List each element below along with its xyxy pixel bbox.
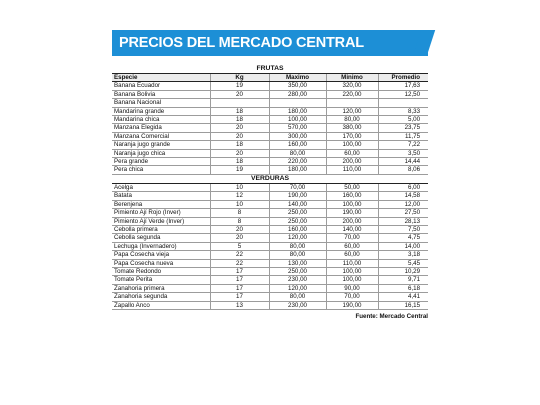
table-cell: 10,29 <box>378 267 428 275</box>
table-cell: 20 <box>210 124 269 132</box>
table-cell: 80,00 <box>269 293 326 301</box>
table-cell: 90,00 <box>326 284 378 292</box>
table-cell: Papa Cosecha nueva <box>112 259 210 267</box>
table-row <box>112 217 428 225</box>
table-cell: 120,00 <box>326 107 378 115</box>
table-cell: 100,00 <box>326 200 378 208</box>
table-row <box>112 200 428 208</box>
table-cell: 22 <box>210 259 269 267</box>
table-cell: 80,00 <box>269 251 326 259</box>
column-header: Maximo <box>269 74 326 82</box>
table-row <box>112 251 428 259</box>
table-cell: 60,00 <box>326 251 378 259</box>
table-cell: Banana Nacional <box>112 99 210 107</box>
table-cell: Manzana Elegida <box>112 124 210 132</box>
table-cell <box>269 99 326 107</box>
table-cell: Lechuga (Invernadero) <box>112 242 210 250</box>
table-row <box>112 158 428 166</box>
table-cell: 8 <box>210 217 269 225</box>
table-cell: 220,00 <box>269 158 326 166</box>
table-cell: 250,00 <box>269 217 326 225</box>
table-cell: 80,00 <box>326 116 378 124</box>
table-row <box>112 99 428 107</box>
table-cell: 6,00 <box>378 183 428 191</box>
table-row <box>112 284 428 292</box>
table-cell: 12 <box>210 192 269 200</box>
table-cell: Pera grande <box>112 158 210 166</box>
table-cell: 17 <box>210 276 269 284</box>
price-sheet <box>112 30 428 320</box>
table-cell: 190,00 <box>326 209 378 217</box>
table-cell: 10 <box>210 183 269 191</box>
table-cell: 12,00 <box>378 200 428 208</box>
table-cell: 6,18 <box>378 284 428 292</box>
table-cell: 570,00 <box>269 124 326 132</box>
table-row <box>112 90 428 98</box>
table-cell: 140,00 <box>326 225 378 233</box>
table-row <box>112 242 428 250</box>
title-banner <box>112 30 428 56</box>
table-cell: 17 <box>210 267 269 275</box>
source-note: Fuente: Mercado Central <box>355 312 428 320</box>
table-cell: 17 <box>210 293 269 301</box>
table-cell: Banana Bolivia <box>112 90 210 98</box>
table-cell: Tomate Redondo <box>112 267 210 275</box>
table-cell: 20 <box>210 90 269 98</box>
table-cell: Cebolla primera <box>112 225 210 233</box>
table-cell: 100,00 <box>326 267 378 275</box>
table-cell: 20 <box>210 149 269 157</box>
table-row <box>112 225 428 233</box>
table-cell: 18 <box>210 158 269 166</box>
section-title: FRUTAS <box>112 65 428 74</box>
table-cell: 220,00 <box>326 90 378 98</box>
table-cell: 50,00 <box>326 183 378 191</box>
table-row <box>112 209 428 217</box>
table-cell: 10 <box>210 200 269 208</box>
table-cell: 190,00 <box>326 301 378 309</box>
table-cell: 380,00 <box>326 124 378 132</box>
page-title: PRECIOS DEL MERCADO CENTRAL <box>112 30 428 56</box>
table-cell: 100,00 <box>326 276 378 284</box>
table-cell: 110,00 <box>326 166 378 174</box>
table-cell: 320,00 <box>326 82 378 90</box>
table-cell: 70,00 <box>269 183 326 191</box>
table-cell: 7,22 <box>378 141 428 149</box>
table-cell: 11,75 <box>378 132 428 140</box>
table-cell: 5 <box>210 242 269 250</box>
table-cell: 8,06 <box>378 166 428 174</box>
table-cell: 110,00 <box>326 259 378 267</box>
table-cell: 120,00 <box>269 234 326 242</box>
table-cell: 180,00 <box>269 166 326 174</box>
table-cell: 250,00 <box>269 209 326 217</box>
table-row <box>112 276 428 284</box>
section-header-row <box>112 65 428 74</box>
table-cell: 230,00 <box>269 301 326 309</box>
table-cell: 160,00 <box>269 141 326 149</box>
table-cell: Mandarina chica <box>112 116 210 124</box>
table-cell: 17,63 <box>378 82 428 90</box>
table-cell: 280,00 <box>269 90 326 98</box>
table-cell: 12,50 <box>378 90 428 98</box>
column-header: Especie <box>112 74 210 82</box>
table-cell: Naranja jugo grande <box>112 141 210 149</box>
table-cell: 4,41 <box>378 293 428 301</box>
table-cell: 9,71 <box>378 276 428 284</box>
table-row <box>112 301 428 309</box>
table-cell: 250,00 <box>269 267 326 275</box>
table-cell: 5,00 <box>378 116 428 124</box>
table-row <box>112 116 428 124</box>
table-cell: 20 <box>210 132 269 140</box>
table-cell: Banana Ecuador <box>112 82 210 90</box>
table-cell: Tomate Perita <box>112 276 210 284</box>
table-cell: 230,00 <box>269 276 326 284</box>
table-cell: 19 <box>210 166 269 174</box>
table-cell: 70,00 <box>326 293 378 301</box>
table-cell: 13 <box>210 301 269 309</box>
table-cell: 8,33 <box>378 107 428 115</box>
table-cell: Acelga <box>112 183 210 191</box>
table-cell: 80,00 <box>269 149 326 157</box>
table-cell: 14,44 <box>378 158 428 166</box>
table-row <box>112 141 428 149</box>
table-cell: 60,00 <box>326 242 378 250</box>
table-cell: 200,00 <box>326 217 378 225</box>
table-cell: 28,13 <box>378 217 428 225</box>
column-header: Kg <box>210 74 269 82</box>
table-cell: Pimiento Ají Rojo (Inver) <box>112 209 210 217</box>
table-cell: 120,00 <box>269 284 326 292</box>
table-cell: 60,00 <box>326 149 378 157</box>
table-cell: 14,58 <box>378 192 428 200</box>
table-cell: 190,00 <box>269 192 326 200</box>
price-table <box>112 65 428 310</box>
table-cell: 20 <box>210 234 269 242</box>
table-cell: Mandarina grande <box>112 107 210 115</box>
table-cell: 170,00 <box>326 132 378 140</box>
table-row <box>112 132 428 140</box>
table-cell: 80,00 <box>269 242 326 250</box>
table-cell: Batata <box>112 192 210 200</box>
table-cell: Zanahoria primera <box>112 284 210 292</box>
table-cell: 3,18 <box>378 251 428 259</box>
table-cell: 100,00 <box>326 141 378 149</box>
table-cell <box>326 99 378 107</box>
table-cell: 100,00 <box>269 116 326 124</box>
table-cell: 180,00 <box>269 107 326 115</box>
table-cell: 8 <box>210 209 269 217</box>
table-cell: 22 <box>210 251 269 259</box>
table-row <box>112 267 428 275</box>
table-row <box>112 183 428 191</box>
table-cell: 200,00 <box>326 158 378 166</box>
table-cell: 27,50 <box>378 209 428 217</box>
table-cell: 17 <box>210 284 269 292</box>
section-title: VERDURAS <box>112 174 428 183</box>
table-cell <box>210 99 269 107</box>
column-header-row <box>112 74 428 82</box>
table-cell: 300,00 <box>269 132 326 140</box>
table-cell: Berenjena <box>112 200 210 208</box>
table-cell: 18 <box>210 116 269 124</box>
table-cell: Papa Cosecha vieja <box>112 251 210 259</box>
table-row <box>112 82 428 90</box>
table-row <box>112 166 428 174</box>
table-row <box>112 107 428 115</box>
table-cell: 4,75 <box>378 234 428 242</box>
table-cell: 18 <box>210 107 269 115</box>
table-row <box>112 192 428 200</box>
table-cell: 7,50 <box>378 225 428 233</box>
table-cell: 70,00 <box>326 234 378 242</box>
section-header-row <box>112 174 428 183</box>
table-cell: 23,75 <box>378 124 428 132</box>
table-cell: Pimiento Ají Verde (Inver) <box>112 217 210 225</box>
table-cell: Manzana Comercial <box>112 132 210 140</box>
table-cell: 160,00 <box>269 225 326 233</box>
table-cell: 18 <box>210 141 269 149</box>
table-row <box>112 124 428 132</box>
table-cell: 160,00 <box>326 192 378 200</box>
table-cell: 19 <box>210 82 269 90</box>
table-cell: 130,00 <box>269 259 326 267</box>
table-cell: Zanahoria segunda <box>112 293 210 301</box>
table-row <box>112 234 428 242</box>
table-cell: 14,00 <box>378 242 428 250</box>
table-cell: Cebolla segunda <box>112 234 210 242</box>
table-cell: Zapallo Anco <box>112 301 210 309</box>
column-header: Minimo <box>326 74 378 82</box>
table-cell: 20 <box>210 225 269 233</box>
table-cell: Naranja jugo chica <box>112 149 210 157</box>
column-header: Promedio <box>378 74 428 82</box>
table-cell <box>378 99 428 107</box>
table-row <box>112 293 428 301</box>
table-cell: 350,00 <box>269 82 326 90</box>
table-cell: 140,00 <box>269 200 326 208</box>
table-row <box>112 259 428 267</box>
table-cell: 5,45 <box>378 259 428 267</box>
table-cell: 3,50 <box>378 149 428 157</box>
table-cell: 16,15 <box>378 301 428 309</box>
table-row <box>112 149 428 157</box>
table-cell: Pera chica <box>112 166 210 174</box>
price-table-body <box>112 65 428 309</box>
